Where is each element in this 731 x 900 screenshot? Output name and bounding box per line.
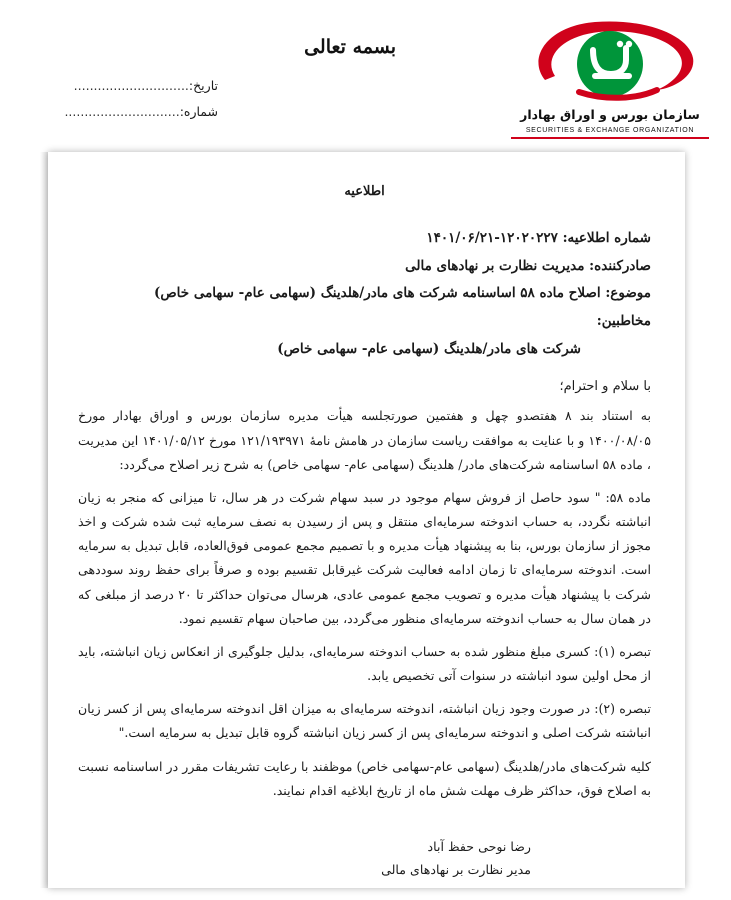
field-label-issuer: صادرکننده:: [589, 257, 651, 274]
paragraph-note-2: تبصره (۲): در صورت وجود زیان انباشته، اندوخته سرمایه‌ای به میزان اقل اندوخته سرمایه‌ای پس از کسر زیان انباشته شرکت اصلی و اندوخته سرمایه‌ای پس از کسر زیان انباشته گروه قابل تبدیل به سرمایه است.": [78, 701, 651, 741]
announcement-sheet: [48, 152, 685, 888]
sheet-shadow: [40, 152, 48, 888]
paragraph-1: به استناد بند ۸ هفتصدو چهل و هفتمین صورتجلسه هیأت مدیره سازمان بورس و اوراق بهادار مورخ ۱۴۰۰/۰۸/۰۵ و با عنایت به موافقت ریاست سازمان در هامش نامهٔ ۱۲۱/۱۹۳۹۷۱ مورخ ۱۴۰۱/۰۵/۱۲ این مدیریت ، ماده ۵۸ اساسنامه شرکت‌های مادر/ هلدینگ (سهامی عام- سهامی خاص) به شرح زیر اصلاح می‌گردد:: [78, 408, 652, 472]
signature-block: [78, 835, 651, 882]
paragraph-note-1: تبصره (۱): کسری مبلغ منظور شده به حساب اندوخته سرمایه‌ای، بدلیل جلوگیری از انعکاس زیان انباشته، باید از محل اولین سود انباشته در سنوات آتی تخصیص یابد.: [78, 643, 651, 684]
organization-logo: [507, 14, 713, 142]
letter-meta-block: [18, 78, 218, 130]
signatory-title: مدیر نظارت بر نهادهای مالی: [381, 862, 531, 878]
letter-number-dots: .............................: [64, 104, 180, 119]
logo-underline: [511, 137, 709, 140]
letter-number-label: شماره:: [179, 104, 218, 119]
field-value-issuer: مدیریت نظارت بر نهادهای مالی: [405, 257, 585, 274]
salutation: با سلام و احترام؛: [559, 379, 651, 395]
basmala-text: بسمه تعالی: [304, 36, 396, 58]
field-label-audience: مخاطبین:: [596, 313, 651, 330]
field-label-announcement-number: شماره اطلاعیه:: [562, 230, 651, 246]
logo-name-fa: سازمان بورس و اوراق بهادار: [520, 107, 700, 122]
page-header: [0, 0, 731, 150]
letter-date-label: تاریخ:: [188, 78, 218, 93]
field-row-announcement-number: [78, 225, 651, 253]
seo-emblem-icon: [507, 14, 713, 114]
signatory-name: رضا نوحی حفظ آباد: [427, 838, 531, 854]
paragraph-article-58: ماده ۵۸: " سود حاصل از فروش سهام موجود در سبد سهام شرکت در هر سال، تا میزانی که منجر به زیان انباشته نگردد، به حساب اندوخته سرمایه‌ای منتقل و پس از رسیدن به نصف سرمایه ثبت شده شرکت و اخذ مجوز از سازمان بورس، بنا به پیشنهاد هیأت مدیره و با تصمیم مجمع عمومی فوق‌العاده، قابل تبدیل به سرمایه است. اندوخته سرمایه‌ای تا زمان ادامه فعالیت شرکت غیرقابل تقسیم بوده و صرفاً برای حفظ روند سوددهی شرکت با پیشنهاد هیأت مدیره و تصویب مجمع عمومی عادی، هرسال می‌توان حداکثر تا ۲۰ درصد از مبلغی که در همان سال به حساب اندوخته سرمایه‌ای منظور می‌گردد، بین صاحبان سهام تقسیم نمود.: [78, 489, 652, 626]
letter-date-line: [18, 78, 218, 93]
field-row-audience-value: [78, 336, 651, 364]
letter-date-dots: .............................: [73, 78, 189, 93]
paragraph-compliance: کلیه شرکت‌های مادر/هلدینگ (سهامی عام-سهامی خاص) موظفند با رعایت تشریفات مقرر در اساسنامه نسبت به اصلاح فوق، حداکثر ظرف مهلت شش ماه از تاریخ ابلاغیه اقدام نمایند.: [78, 758, 651, 798]
field-row-audience: [78, 308, 651, 336]
document-fields: [78, 225, 651, 363]
field-value-audience: شرکت های مادر/هلدینگ (سهامی عام- سهامی خاص): [277, 340, 581, 357]
field-value-subject: اصلاح ماده ۵۸ اساسنامه شرکت های مادر/هلدینگ (سهامی عام- سهامی خاص): [153, 285, 601, 302]
letter-number-line: [18, 104, 218, 119]
field-row-issuer: [78, 253, 651, 281]
field-row-subject: [78, 280, 651, 308]
field-label-subject: موضوع:: [605, 285, 651, 302]
field-value-announcement-number: ۱۲۰۲۰۲۲۷-۱۴۰۱/۰۶/۲۱: [426, 230, 558, 246]
logo-name-en: SECURITIES & EXCHANGE ORGANIZATION: [525, 127, 695, 134]
document-kicker: اطلاعیه: [344, 184, 385, 199]
